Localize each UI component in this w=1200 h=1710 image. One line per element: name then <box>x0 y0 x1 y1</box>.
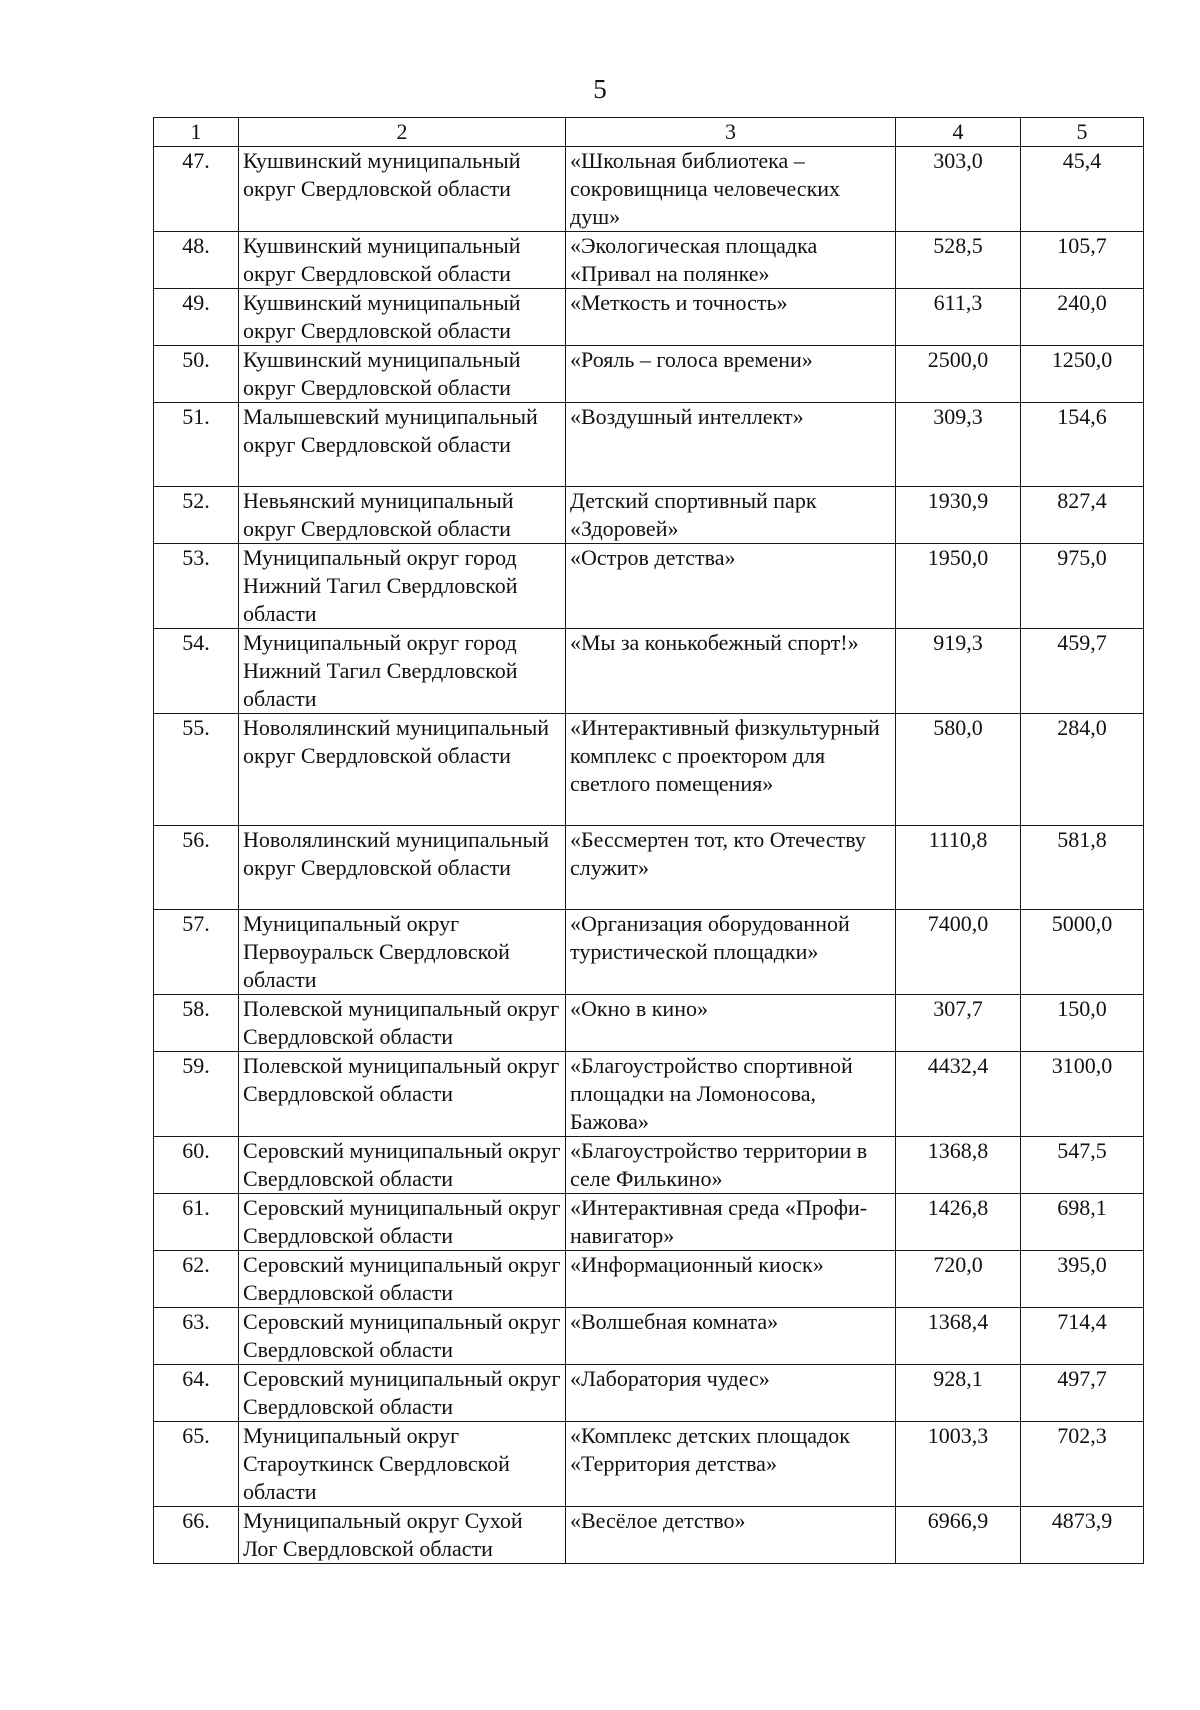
cell-value-5: 240,0 <box>1021 289 1144 346</box>
cell-number: 54. <box>154 629 239 714</box>
cell-value-5: 395,0 <box>1021 1251 1144 1308</box>
cell-number: 58. <box>154 995 239 1052</box>
cell-municipality: Кушвинский муниципальный округ Свердловской области <box>239 147 566 232</box>
cell-municipality: Новолялинский муниципальный округ Свердловской области <box>239 714 566 826</box>
column-header-1: 1 <box>154 118 239 147</box>
cell-project: «Остров детства» <box>566 544 896 629</box>
cell-number: 55. <box>154 714 239 826</box>
cell-project: Детский спортивный парк «Здоровей» <box>566 487 896 544</box>
table-row <box>154 147 1144 232</box>
cell-value-4: 1930,9 <box>896 487 1021 544</box>
cell-value-4: 7400,0 <box>896 910 1021 995</box>
cell-value-5: 154,6 <box>1021 403 1144 487</box>
cell-municipality: Кушвинский муниципальный округ Свердловской области <box>239 232 566 289</box>
cell-number: 61. <box>154 1194 239 1251</box>
cell-number: 62. <box>154 1251 239 1308</box>
table-row <box>154 289 1144 346</box>
cell-value-4: 303,0 <box>896 147 1021 232</box>
cell-value-4: 1110,8 <box>896 826 1021 910</box>
cell-value-5: 497,7 <box>1021 1365 1144 1422</box>
table-row <box>154 1251 1144 1308</box>
cell-number: 65. <box>154 1422 239 1507</box>
cell-number: 66. <box>154 1507 239 1564</box>
cell-municipality: Кушвинский муниципальный округ Свердловской области <box>239 289 566 346</box>
cell-municipality: Новолялинский муниципальный округ Свердловской области <box>239 826 566 910</box>
cell-number: 51. <box>154 403 239 487</box>
column-header-2: 2 <box>239 118 566 147</box>
cell-municipality: Серовский муниципальный округ Свердловской области <box>239 1137 566 1194</box>
cell-municipality: Муниципальный округ город Нижний Тагил Свердловской области <box>239 629 566 714</box>
cell-value-5: 150,0 <box>1021 995 1144 1052</box>
cell-number: 64. <box>154 1365 239 1422</box>
cell-value-5: 581,8 <box>1021 826 1144 910</box>
cell-project: «Организация оборудованной туристической площадки» <box>566 910 896 995</box>
cell-value-4: 1426,8 <box>896 1194 1021 1251</box>
cell-value-4: 309,3 <box>896 403 1021 487</box>
table-row <box>154 1137 1144 1194</box>
cell-municipality: Серовский муниципальный округ Свердловской области <box>239 1365 566 1422</box>
column-header-3: 3 <box>566 118 896 147</box>
cell-value-5: 702,3 <box>1021 1422 1144 1507</box>
cell-number: 49. <box>154 289 239 346</box>
cell-project: «Школьная библиотека – сокровищница человеческих душ» <box>566 147 896 232</box>
table-row <box>154 1507 1144 1564</box>
header-row <box>154 118 1144 147</box>
cell-number: 50. <box>154 346 239 403</box>
table-row <box>154 403 1144 487</box>
cell-project: «Комплекс детских площадок «Территория детства» <box>566 1422 896 1507</box>
cell-value-4: 6966,9 <box>896 1507 1021 1564</box>
cell-value-5: 459,7 <box>1021 629 1144 714</box>
table-row <box>154 232 1144 289</box>
cell-value-4: 4432,4 <box>896 1052 1021 1137</box>
cell-project: «Меткость и точность» <box>566 289 896 346</box>
cell-number: 59. <box>154 1052 239 1137</box>
cell-value-4: 928,1 <box>896 1365 1021 1422</box>
table-body <box>154 147 1144 1564</box>
table-row <box>154 714 1144 826</box>
table-row <box>154 826 1144 910</box>
data-table <box>153 117 1144 1564</box>
cell-municipality: Кушвинский муниципальный округ Свердловской области <box>239 346 566 403</box>
cell-number: 56. <box>154 826 239 910</box>
cell-project: «Экологическая площадка «Привал на полянке» <box>566 232 896 289</box>
cell-value-4: 1950,0 <box>896 544 1021 629</box>
column-header-4: 4 <box>896 118 1021 147</box>
cell-value-4: 919,3 <box>896 629 1021 714</box>
cell-number: 63. <box>154 1308 239 1365</box>
cell-value-4: 528,5 <box>896 232 1021 289</box>
cell-value-5: 827,4 <box>1021 487 1144 544</box>
cell-value-5: 975,0 <box>1021 544 1144 629</box>
cell-value-4: 580,0 <box>896 714 1021 826</box>
cell-value-4: 720,0 <box>896 1251 1021 1308</box>
cell-value-5: 105,7 <box>1021 232 1144 289</box>
cell-value-5: 284,0 <box>1021 714 1144 826</box>
cell-value-4: 611,3 <box>896 289 1021 346</box>
table-row <box>154 1365 1144 1422</box>
cell-value-5: 547,5 <box>1021 1137 1144 1194</box>
cell-project: «Бессмертен тот, кто Отечеству служит» <box>566 826 896 910</box>
cell-number: 52. <box>154 487 239 544</box>
cell-project: «Волшебная комната» <box>566 1308 896 1365</box>
cell-project: «Воздушный интеллект» <box>566 403 896 487</box>
cell-project: «Окно в кино» <box>566 995 896 1052</box>
cell-municipality: Муниципальный округ Сухой Лог Свердловской области <box>239 1507 566 1564</box>
cell-project: «Мы за конькобежный спорт!» <box>566 629 896 714</box>
table-row <box>154 487 1144 544</box>
cell-project: «Интерактивный физкультурный комплекс с проектором для светлого помещения» <box>566 714 896 826</box>
cell-value-4: 2500,0 <box>896 346 1021 403</box>
cell-municipality: Полевской муниципальный округ Свердловской области <box>239 995 566 1052</box>
cell-project: «Лаборатория чудес» <box>566 1365 896 1422</box>
cell-project: «Весёлое детство» <box>566 1507 896 1564</box>
table-row <box>154 1052 1144 1137</box>
cell-project: «Благоустройство спортивной площадки на Ломоносова, Бажова» <box>566 1052 896 1137</box>
cell-value-5: 45,4 <box>1021 147 1144 232</box>
cell-number: 53. <box>154 544 239 629</box>
cell-value-5: 698,1 <box>1021 1194 1144 1251</box>
table-row <box>154 910 1144 995</box>
table-row <box>154 629 1144 714</box>
table-row <box>154 1308 1144 1365</box>
table-row <box>154 544 1144 629</box>
cell-municipality: Муниципальный округ Первоуральск Свердловской области <box>239 910 566 995</box>
cell-project: «Интерактивная среда «Профи-навигатор» <box>566 1194 896 1251</box>
cell-municipality: Малышевский муниципальный округ Свердловской области <box>239 403 566 487</box>
cell-value-5: 5000,0 <box>1021 910 1144 995</box>
column-header-5: 5 <box>1021 118 1144 147</box>
table-row <box>154 1422 1144 1507</box>
cell-number: 60. <box>154 1137 239 1194</box>
cell-municipality: Серовский муниципальный округ Свердловской области <box>239 1194 566 1251</box>
page-number: 5 <box>593 74 607 104</box>
cell-value-4: 307,7 <box>896 995 1021 1052</box>
cell-municipality: Полевской муниципальный округ Свердловской области <box>239 1052 566 1137</box>
cell-municipality: Муниципальный округ Староуткинск Свердловской области <box>239 1422 566 1507</box>
cell-municipality: Невьянский муниципальный округ Свердловской области <box>239 487 566 544</box>
cell-number: 48. <box>154 232 239 289</box>
cell-municipality: Серовский муниципальный округ Свердловской области <box>239 1251 566 1308</box>
cell-value-4: 1368,4 <box>896 1308 1021 1365</box>
table-row <box>154 346 1144 403</box>
cell-municipality: Муниципальный округ город Нижний Тагил Свердловской области <box>239 544 566 629</box>
cell-value-5: 3100,0 <box>1021 1052 1144 1137</box>
table-row <box>154 995 1144 1052</box>
cell-value-5: 4873,9 <box>1021 1507 1144 1564</box>
cell-number: 57. <box>154 910 239 995</box>
cell-project: «Рояль – голоса времени» <box>566 346 896 403</box>
cell-municipality: Серовский муниципальный округ Свердловской области <box>239 1308 566 1365</box>
cell-number: 47. <box>154 147 239 232</box>
cell-project: «Информационный киоск» <box>566 1251 896 1308</box>
cell-value-4: 1003,3 <box>896 1422 1021 1507</box>
cell-value-5: 714,4 <box>1021 1308 1144 1365</box>
cell-value-4: 1368,8 <box>896 1137 1021 1194</box>
cell-project: «Благоустройство территории в селе Филькино» <box>566 1137 896 1194</box>
cell-value-5: 1250,0 <box>1021 346 1144 403</box>
table-row <box>154 1194 1144 1251</box>
